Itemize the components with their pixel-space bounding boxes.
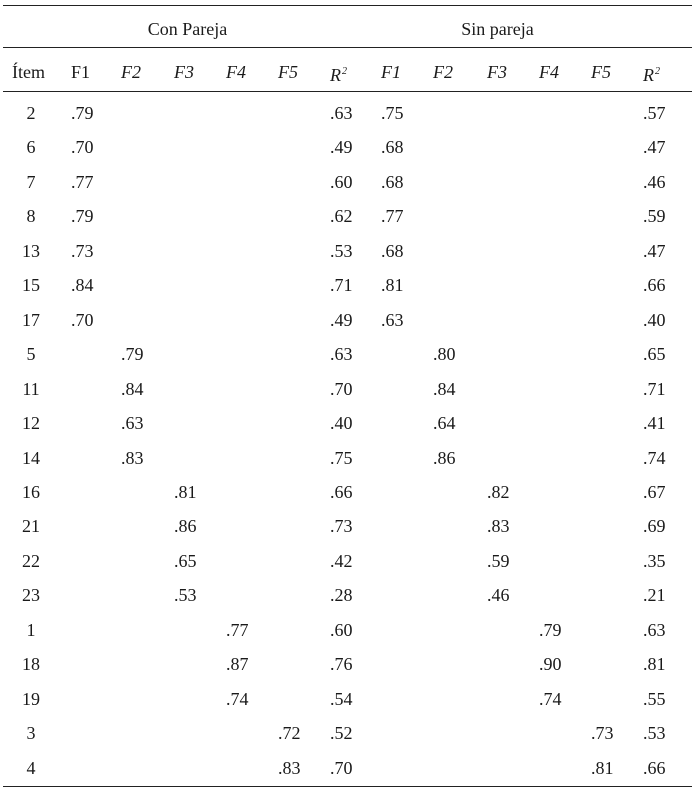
- loading-cell: .54: [330, 689, 353, 709]
- column-header: [121, 62, 141, 82]
- loading-cell: .81: [591, 758, 614, 778]
- loading-cell: .70: [71, 310, 94, 330]
- loading-cell: .60: [330, 172, 353, 192]
- loading-cell: .66: [643, 275, 666, 295]
- loading-cell: .63: [643, 620, 666, 640]
- group-header-con-pareja: Con Pareja: [147, 19, 228, 39]
- loading-cell: .66: [643, 758, 666, 778]
- column-header: [226, 62, 246, 82]
- loading-cell: .83: [121, 448, 144, 468]
- loading-cell: .70: [330, 758, 353, 778]
- item-number: 6: [26, 137, 36, 157]
- item-number: 1: [26, 620, 36, 640]
- loading-cell: .86: [174, 516, 197, 536]
- item-number: 8: [26, 206, 36, 226]
- loading-cell: .21: [643, 585, 666, 605]
- column-header-superscript: 2: [342, 66, 347, 77]
- loading-cell: .71: [643, 379, 666, 399]
- item-number: 18: [22, 654, 40, 674]
- loading-cell: .59: [487, 551, 510, 571]
- loading-cell: .35: [643, 551, 666, 571]
- item-number: 3: [26, 723, 36, 743]
- loading-cell: .82: [487, 482, 510, 502]
- item-number: 23: [22, 585, 40, 605]
- loading-cell: .74: [539, 689, 562, 709]
- column-header-label: F2: [121, 62, 141, 82]
- loading-cell: .28: [330, 585, 353, 605]
- loading-cell: .64: [433, 413, 456, 433]
- loading-cell: .62: [330, 206, 353, 226]
- group-rule: [3, 47, 692, 48]
- loading-cell: .55: [643, 689, 666, 709]
- loading-cell: .69: [643, 516, 666, 536]
- loading-cell: .79: [71, 206, 94, 226]
- item-number: 19: [22, 689, 40, 709]
- loading-cell: .53: [330, 241, 353, 261]
- loading-cell: .53: [643, 723, 666, 743]
- loading-cell: .40: [330, 413, 353, 433]
- loading-cell: .86: [433, 448, 456, 468]
- loading-cell: .74: [643, 448, 666, 468]
- loading-cell: .68: [381, 241, 404, 261]
- column-header-label: F1: [71, 62, 91, 82]
- loading-cell: .77: [226, 620, 249, 640]
- item-number: 13: [22, 241, 40, 261]
- column-header: [174, 62, 194, 82]
- bottom-rule: [3, 786, 692, 787]
- loading-cell: .81: [643, 654, 666, 674]
- column-header: [71, 62, 90, 82]
- loading-cell: .83: [487, 516, 510, 536]
- column-header: [381, 62, 401, 82]
- column-header: [278, 62, 298, 82]
- column-header-label: F5: [278, 62, 298, 82]
- loading-cell: .42: [330, 551, 353, 571]
- column-header-label: F4: [226, 62, 246, 82]
- loading-cell: .90: [539, 654, 562, 674]
- loading-cell: .75: [330, 448, 353, 468]
- loading-cell: .63: [330, 344, 353, 364]
- loading-cell: .87: [226, 654, 249, 674]
- column-header-label: F3: [487, 62, 507, 82]
- column-header-label: F3: [174, 62, 194, 82]
- column-header-label: F4: [539, 62, 559, 82]
- loading-cell: .49: [330, 137, 353, 157]
- loading-cell: .70: [71, 137, 94, 157]
- header-rule: [3, 91, 692, 92]
- loading-cell: .63: [330, 103, 353, 123]
- loading-cell: .66: [330, 482, 353, 502]
- loading-cell: .83: [278, 758, 301, 778]
- top-rule: [3, 5, 692, 6]
- loading-cell: .75: [381, 103, 404, 123]
- column-header-label: F5: [591, 62, 611, 82]
- loading-cell: .80: [433, 344, 456, 364]
- loading-cell: .46: [487, 585, 510, 605]
- loading-cell: .81: [381, 275, 404, 295]
- column-header-label: R: [643, 65, 654, 85]
- loading-cell: .63: [121, 413, 144, 433]
- item-number: 11: [22, 379, 40, 399]
- loading-cell: .81: [174, 482, 197, 502]
- item-number: 7: [26, 172, 36, 192]
- loading-cell: .72: [278, 723, 301, 743]
- loading-cell: .46: [643, 172, 666, 192]
- item-number: 22: [22, 551, 40, 571]
- loading-cell: .68: [381, 137, 404, 157]
- column-header: [539, 62, 559, 82]
- item-number: 17: [22, 310, 40, 330]
- loading-cell: .68: [381, 172, 404, 192]
- loading-cell: .49: [330, 310, 353, 330]
- column-header: [433, 62, 453, 82]
- loading-cell: .47: [643, 241, 666, 261]
- loading-cell: .65: [174, 551, 197, 571]
- loading-cell: .53: [174, 585, 197, 605]
- loading-cell: .84: [121, 379, 144, 399]
- column-header: [591, 62, 611, 82]
- loading-cell: .67: [643, 482, 666, 502]
- column-header-label: F2: [433, 62, 453, 82]
- item-number: 14: [22, 448, 40, 468]
- column-header-item: Ítem: [12, 62, 45, 82]
- loading-cell: .70: [330, 379, 353, 399]
- column-header-superscript: 2: [655, 66, 660, 77]
- loading-cell: .57: [643, 103, 666, 123]
- column-header-label: F1: [381, 62, 401, 82]
- loading-cell: .73: [71, 241, 94, 261]
- column-header: [487, 62, 507, 82]
- loading-cell: .73: [330, 516, 353, 536]
- loading-cell: .65: [643, 344, 666, 364]
- loading-cell: .74: [226, 689, 249, 709]
- item-number: 21: [22, 516, 40, 536]
- loading-cell: .71: [330, 275, 353, 295]
- loading-cell: .79: [121, 344, 144, 364]
- loading-cell: .60: [330, 620, 353, 640]
- loading-cell: .47: [643, 137, 666, 157]
- loading-cell: .73: [591, 723, 614, 743]
- loading-cell: .84: [433, 379, 456, 399]
- loading-cell: .59: [643, 206, 666, 226]
- loading-cell: .79: [539, 620, 562, 640]
- item-number: 4: [26, 758, 36, 778]
- loading-cell: .41: [643, 413, 666, 433]
- loading-cell: .52: [330, 723, 353, 743]
- column-header: [643, 62, 660, 85]
- loading-cell: .84: [71, 275, 94, 295]
- loading-cell: .63: [381, 310, 404, 330]
- group-header-sin-pareja: Sin pareja: [461, 19, 534, 39]
- item-number: 5: [26, 344, 36, 364]
- item-number: 15: [22, 275, 40, 295]
- loading-cell: .40: [643, 310, 666, 330]
- column-header: [330, 62, 347, 85]
- column-header-label: R: [330, 65, 341, 85]
- item-number: 12: [22, 413, 40, 433]
- loading-cell: .79: [71, 103, 94, 123]
- loading-cell: .76: [330, 654, 353, 674]
- loading-cell: .77: [381, 206, 404, 226]
- item-number: 2: [26, 103, 36, 123]
- loading-cell: .77: [71, 172, 94, 192]
- item-number: 16: [22, 482, 40, 502]
